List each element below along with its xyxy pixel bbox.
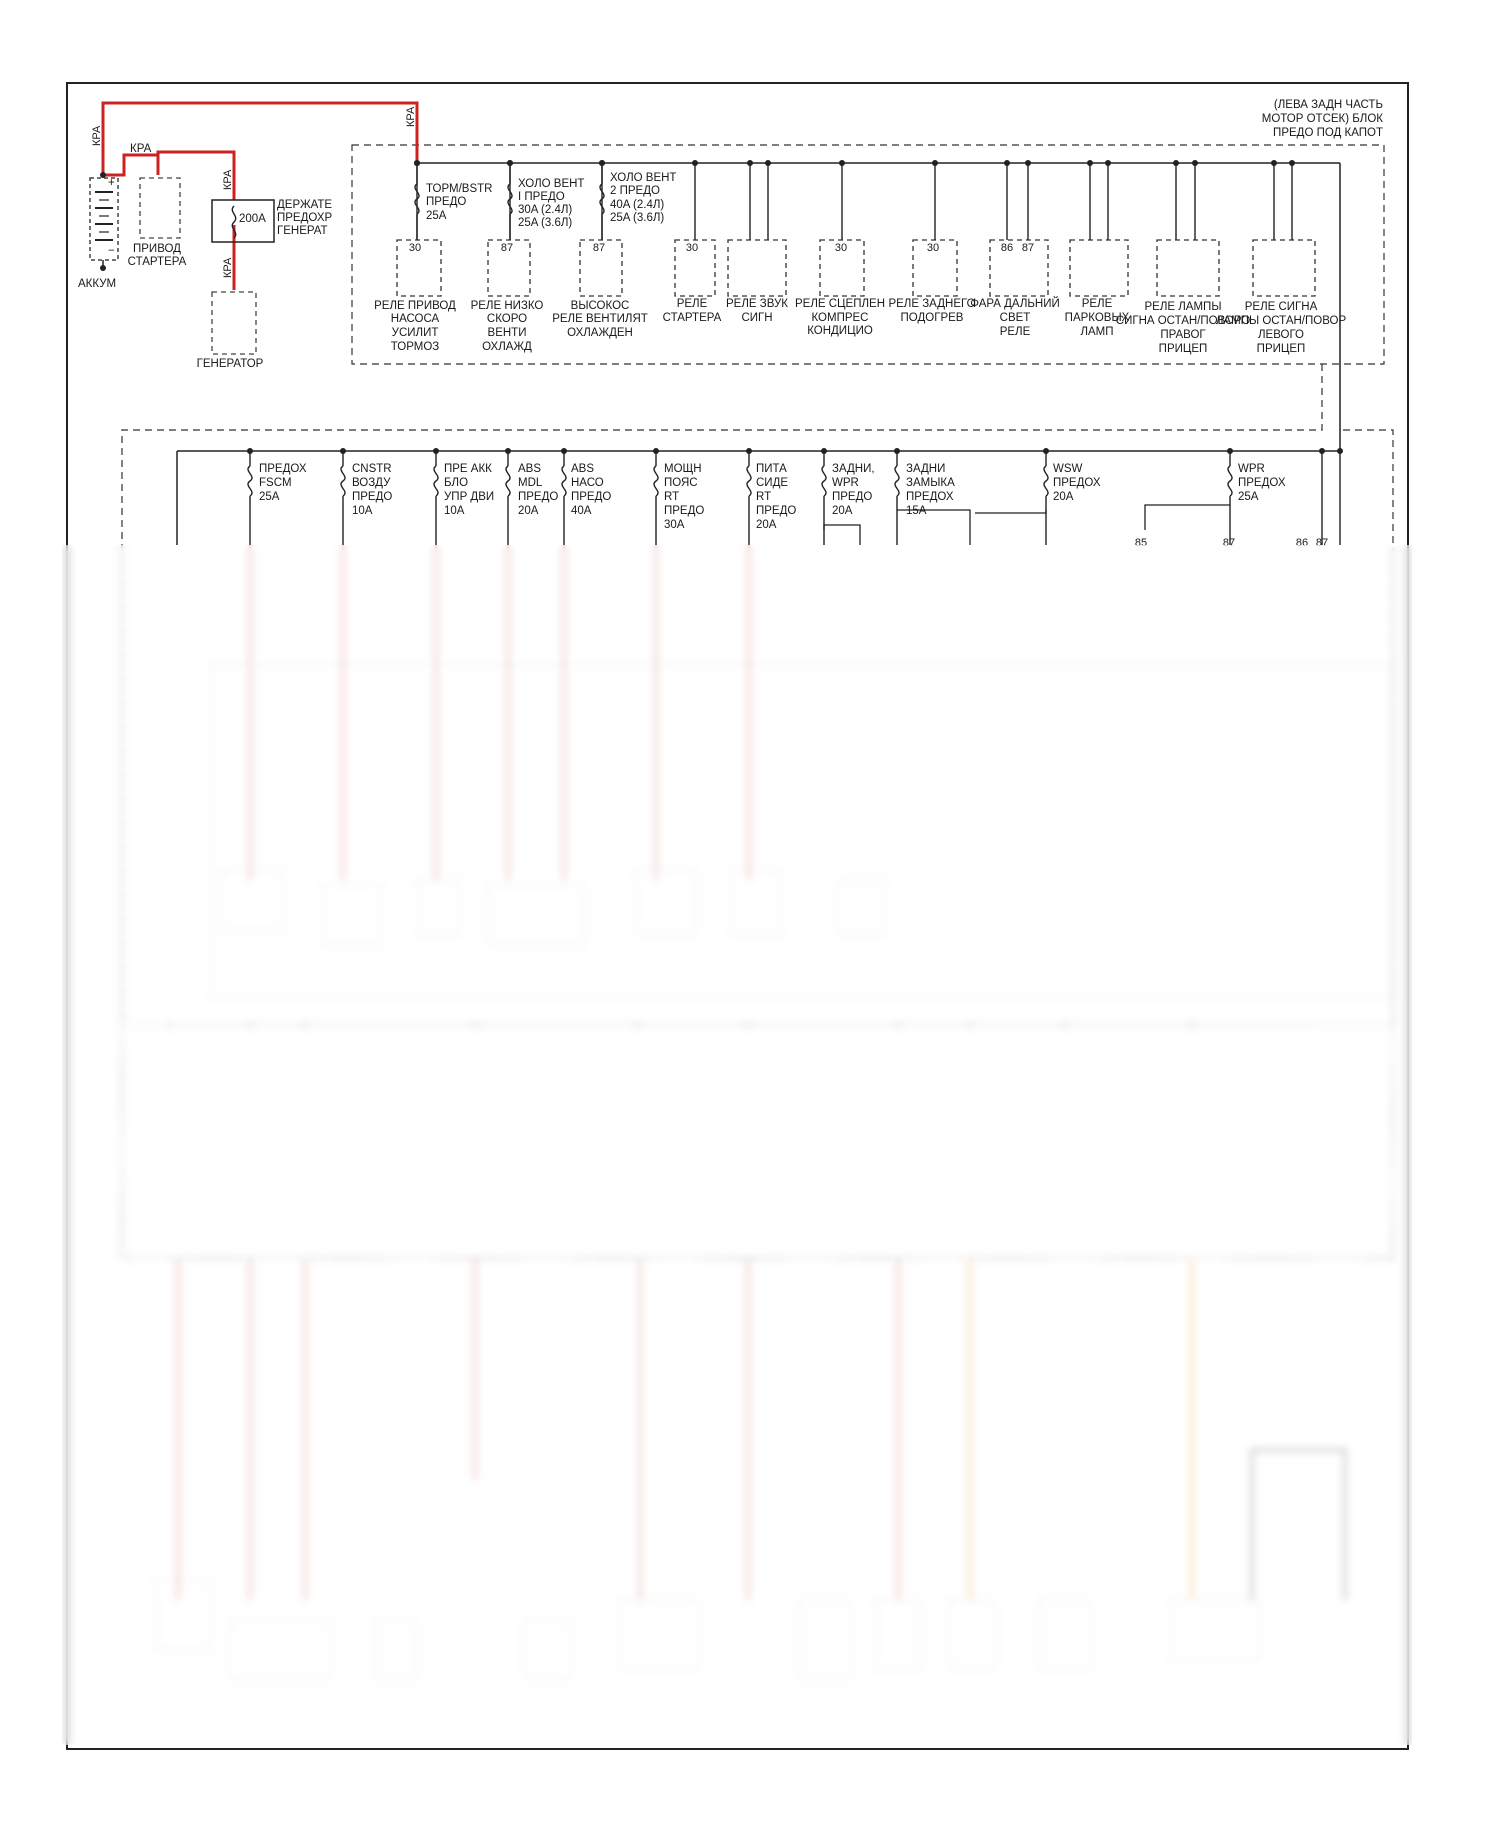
- relay-box: [990, 240, 1048, 296]
- fuse-fan1-2: I ПРЕДО: [518, 191, 565, 203]
- lower-fuse-label: ПРЕДОХ: [906, 491, 954, 503]
- bus-junction: [1025, 160, 1031, 166]
- fuse-icon: [248, 466, 252, 496]
- lower-fuse-label: УПР ДВИ: [444, 491, 495, 503]
- branch-wire: [824, 525, 860, 545]
- lower-fuse-label: 20A: [756, 519, 777, 531]
- lower-fuse-label: ПИТА: [756, 463, 787, 475]
- bus-junction: [1192, 160, 1198, 166]
- location-line-3: ПРЕДО ПОД КАПОТ: [1273, 127, 1383, 139]
- mega-fuse-label-1: ДЕРЖАТЕ: [277, 199, 333, 211]
- bus-junction: [747, 160, 753, 166]
- relay-label: ОХЛАЖДЕН: [567, 327, 633, 339]
- relay-box: [728, 240, 786, 296]
- relay-pin: 87: [592, 242, 606, 254]
- relay-label: ЛЕВОГО: [1258, 329, 1304, 341]
- relay-box: [1253, 240, 1315, 296]
- relay-label: ПАРКОВЫХ: [1064, 312, 1130, 324]
- fuse-icon: [822, 466, 826, 496]
- lower-fuse-label: СИДЕ: [756, 477, 789, 489]
- lower-fuse-label: 25A: [259, 491, 280, 503]
- wire-color-label: КРА: [405, 106, 417, 127]
- bus-junction: [507, 160, 513, 166]
- relay-pin: 30: [408, 242, 422, 254]
- relay-pin: 30: [834, 242, 848, 254]
- relay-label: ОХЛАЖД: [482, 341, 532, 353]
- lower-fuse-label: 20A: [832, 505, 853, 517]
- relay-label: ПРАВОГ: [1160, 329, 1206, 341]
- relay-label: СТАРТЕРА: [662, 312, 722, 324]
- bus-junction: [765, 160, 771, 166]
- lower-fuse-label: НАСО: [571, 477, 604, 489]
- lower-fuse-label: ABS: [571, 463, 595, 475]
- lower-fuse-label: CNSTR: [352, 463, 392, 475]
- fuse-brake-1: ТОРМ/BSTR: [426, 183, 493, 195]
- relay-pin: 87: [500, 242, 514, 254]
- relay-pin: 86: [1000, 242, 1014, 254]
- lower-fuse-label: WPR: [1238, 463, 1265, 475]
- wire-color-label: КРА: [91, 125, 103, 146]
- mega-fuse-label-3: ГЕНЕРАТ: [277, 225, 328, 237]
- relay-box: [1157, 240, 1219, 296]
- relay-label: ЛАМП: [1080, 326, 1114, 338]
- bus-junction: [1087, 160, 1093, 166]
- bus-junction: [414, 160, 420, 166]
- branch-wire: [1145, 505, 1230, 530]
- mega-fuse-label-2: ПРЕДОХР: [277, 212, 333, 224]
- lower-fuse-label: ПРЕДО: [571, 491, 612, 503]
- relay-label: РЕЛЕ ЗАДНЕГО: [888, 298, 976, 310]
- relay-label: НАСОСА: [390, 313, 440, 325]
- relay-label: ПОДОГРЕВ: [900, 312, 964, 324]
- lower-pin: 86: [1295, 537, 1309, 549]
- lower-fuse-label: БЛО: [444, 477, 469, 489]
- relay-label: РЕЛЕ НИЗКО: [470, 300, 544, 312]
- lower-pin: 87: [1222, 537, 1236, 549]
- relay-label: КОМПРЕС: [811, 312, 869, 324]
- bus-junction: [599, 160, 605, 166]
- bus-junction: [1289, 160, 1295, 166]
- lower-fuse-label: ПРЕДОХ: [1238, 477, 1286, 489]
- lower-fuse-label: ЗАДНИ: [906, 463, 946, 475]
- relay-label: РЕЛЕ: [676, 298, 708, 310]
- relay-label: ПРИЦЕП: [1256, 343, 1306, 355]
- lower-fuse-label: 40A: [571, 505, 592, 517]
- lower-fuse-label: ПРЕДО: [756, 505, 797, 517]
- fuse-fan2-1: ХОЛО ВЕНТ: [610, 172, 677, 184]
- relay-label: РЕЛЕ СЦЕПЛЕН: [794, 298, 886, 310]
- relay-label: ЛАМПЫ ОСТАН/ПОВОР: [1215, 315, 1347, 327]
- fuse-icon: [1228, 466, 1232, 496]
- bus-junction: [932, 160, 938, 166]
- lower-fuse-label: ПРЕ АКК: [444, 463, 492, 475]
- generator-label: ГЕНЕРАТОР: [196, 358, 264, 370]
- battery-label: АККУМ: [78, 278, 117, 290]
- battery-minus: −: [108, 245, 115, 257]
- fuse-brake-2: ПРЕДО: [426, 196, 467, 208]
- mega-fuse-rating: 200A: [239, 213, 266, 225]
- relay-label: ФАРА ДАЛЬНИЙ: [970, 298, 1060, 310]
- relay-label: УСИЛИТ: [391, 327, 439, 339]
- fuse-fan2-4: 25A (3.6Л): [610, 212, 665, 224]
- relay-label: РЕЛЕ СИГНА: [1244, 301, 1318, 313]
- lower-fuse-label: RT: [756, 491, 772, 503]
- fuse-fan2-3: 40A (2.4Л): [610, 199, 665, 211]
- bus-junction: [839, 160, 845, 166]
- lower-fuse-label: ЗАДНИ,: [832, 463, 875, 475]
- relay-label: РЕЛЕ ПРИВОД: [374, 300, 456, 312]
- lower-fuse-label: ПРЕДОХ: [259, 463, 307, 475]
- lower-fuse-label: ПРЕДО: [832, 491, 873, 503]
- relay-label: СИГНА ОСТАН/ПОВОРО: [1115, 315, 1251, 327]
- fuse-fan1-4: 25A (3.6Л): [518, 217, 573, 229]
- starter-label-1: ПРИВОД: [133, 243, 181, 255]
- lower-fuse-label: WSW: [1053, 463, 1083, 475]
- fuse-icon: [341, 466, 345, 496]
- branch-wire: [975, 510, 1046, 513]
- generator-box: [212, 292, 256, 354]
- starter-label-2: СТАРТЕРА: [127, 256, 187, 268]
- lower-fuse-label: ПРЕДО: [352, 491, 393, 503]
- lower-fuse-label: 20A: [518, 505, 539, 517]
- relay-label: РЕЛЕ: [1081, 298, 1113, 310]
- lower-fuse-label: 10A: [444, 505, 465, 517]
- relay-label: СВЕТ: [999, 312, 1031, 324]
- lower-fuse-label: МОЩН: [664, 463, 702, 475]
- lower-fuse-label: 20A: [1053, 491, 1074, 503]
- wire-color-label: КРА: [222, 169, 234, 190]
- relay-label: ПРИЦЕП: [1158, 343, 1208, 355]
- battery-plus: +: [108, 177, 115, 189]
- lower-pin: 85: [1134, 537, 1148, 549]
- lower-fuse-label: ПОЯС: [664, 477, 698, 489]
- wire-color-label: КРА: [222, 257, 234, 278]
- fuse-icon: [1044, 466, 1048, 496]
- relay-pin: 30: [926, 242, 940, 254]
- bus-junction: [1271, 160, 1277, 166]
- location-line-1: (ЛЕВА ЗАДН ЧАСТЬ: [1273, 99, 1383, 111]
- relay-box: [1070, 240, 1128, 296]
- relay-pin: 30: [685, 242, 699, 254]
- lower-fuse-label: ПРЕДОХ: [1053, 477, 1101, 489]
- lower-fuse-label: FSCM: [259, 477, 292, 489]
- relay-label: РЕЛЕ: [999, 326, 1031, 338]
- relay-label: ТОРМОЗ: [390, 341, 440, 353]
- relay-label: СИГН: [741, 312, 773, 324]
- fuse-fan1-1: ХОЛО ВЕНТ: [518, 178, 585, 190]
- fuse-brake-3: 25A: [426, 210, 447, 222]
- fuse-icon: [434, 466, 438, 496]
- fuse-fan2-2: 2 ПРЕДО: [610, 185, 660, 197]
- relay-label: ВЫСОКОС: [570, 300, 630, 312]
- relay-label: СКОРО: [486, 313, 528, 325]
- bus-junction: [692, 160, 698, 166]
- lower-fuse-label: ABS: [518, 463, 542, 475]
- lower-fuse-label: MDL: [518, 477, 543, 489]
- blur-overlay: [62, 545, 1412, 1745]
- wire-color-label: КРА: [130, 143, 152, 155]
- fuse-icon: [506, 466, 510, 496]
- relay-label: РЕЛЕ ВЕНТИЛЯТ: [552, 313, 648, 325]
- fuse-icon: [654, 466, 658, 496]
- bus-junction: [1105, 160, 1111, 166]
- lower-fuse-label: 25A: [1238, 491, 1259, 503]
- lower-fuse-label: RT: [664, 491, 680, 503]
- relay-pin: 87: [1021, 242, 1035, 254]
- starter-box: [140, 178, 180, 238]
- lower-fuse-label: 15A: [906, 505, 927, 517]
- lower-fuse-label: ПРЕДО: [664, 505, 705, 517]
- relay-label: КОНДИЦИО: [807, 325, 873, 337]
- lower-fuse-label: ВОЗДУ: [352, 477, 391, 489]
- lower-fuse-label: 30A: [664, 519, 685, 531]
- location-line-2: МОТОР ОТСЕК) БЛОК: [1261, 113, 1383, 125]
- fuse-icon: [747, 466, 751, 496]
- bus-junction: [1173, 160, 1179, 166]
- lower-fuse-label: 10A: [352, 505, 373, 517]
- relay-label: РЕЛЕ ЛАМПЫ: [1144, 301, 1222, 313]
- fuse-icon: [562, 466, 566, 496]
- bus-junction: [1004, 160, 1010, 166]
- fuse-fan1-3: 30A (2.4Л): [518, 204, 573, 216]
- lower-pin: 87: [1315, 537, 1329, 549]
- lower-fuse-label: ПРЕДО: [518, 491, 559, 503]
- fuse-icon: [895, 466, 899, 496]
- lower-fuse-label: ЗАМЫКА: [906, 477, 955, 489]
- relay-label: ВЕНТИ: [487, 327, 527, 339]
- lower-fuse-label: WPR: [832, 477, 859, 489]
- relay-label: РЕЛЕ ЗВУК: [726, 298, 788, 310]
